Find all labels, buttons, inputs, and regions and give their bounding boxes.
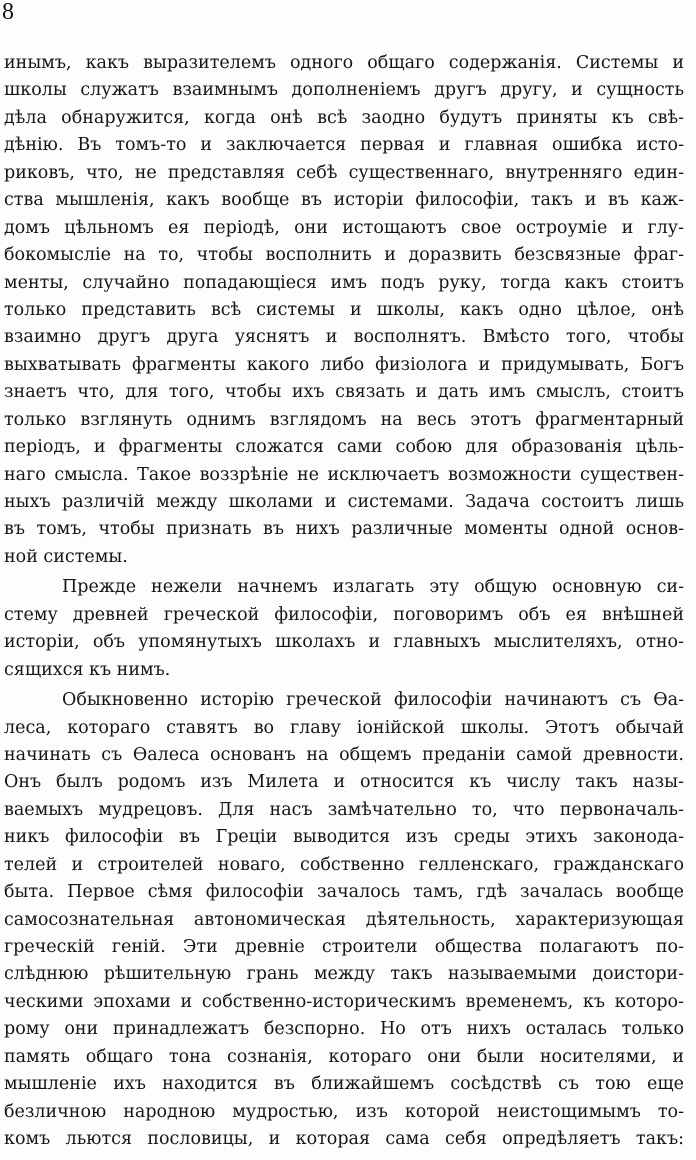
text-line: начинать съ Ѳалеса основанъ на общемъ преданіи самой древности. (4, 744, 684, 765)
text-line: исторіи, объ упомянутыхъ школахъ и главныхъ мыслителяхъ, отно- (4, 632, 684, 653)
text-line: ныхъ различій между школами и системами. Задача состоитъ лишь (4, 492, 684, 512)
text-line: бокомысліе на то, чтобы восполнить и доразвить безсвязные фраг- (4, 245, 684, 266)
text-line: рому они принадлежатъ безспорно. Но отъ нихъ осталась только (4, 1019, 684, 1040)
text-line: Прежде нежели начнемъ излагать эту общую основную си- (62, 577, 684, 598)
text-line: ваемыхъ мудрецовъ. Для насъ замѣчательно то, что первоначаль- (4, 799, 684, 820)
page-number: 8 (2, 0, 14, 25)
text-line: періодъ, и фрагменты сложатся сами собою для образованія цѣль- (4, 437, 684, 458)
text-line: слѣднюю рѣшительную грань между такъ называемыми доистори- (4, 964, 684, 985)
text-line: греческій геній. Эти древніе строители общества полагаютъ по- (4, 937, 684, 957)
body-text (4, 50, 684, 1154)
text-line: Обыкновенно исторію греческой философіи начинаютъ съ Ѳа- (62, 690, 684, 711)
text-line: телей и строителей новаго, собственно гелленскаго, гражданскаго (4, 854, 684, 875)
text-line: риковъ, что, не представляя себѣ существеннаго, внутренняго един- (4, 162, 684, 183)
text-line: выхватывать фрагменты какого либо физіолога и придумывать, Богъ (4, 354, 684, 375)
text-line: никъ философіи въ Греціи выводится изъ среды этихъ законода- (4, 827, 684, 848)
paragraph (4, 50, 684, 571)
text-line: сящихся къ нимъ. (4, 659, 171, 680)
text-line: взаимно другъ друга уяснятъ и восполнятъ. Вмѣсто того, чтобы (4, 327, 684, 348)
text-line: память общаго тона сознанія, котораго они были носителями, и (4, 1046, 684, 1067)
text-line: стему древней греческой философіи, поговоримъ объ ея внѣшней (4, 604, 684, 625)
text-line: наго смысла. Такое воззрѣніе не исключаетъ возможности существен- (4, 464, 684, 485)
text-line: самосознательная автономическая дѣятельность, характеризующая (4, 909, 684, 930)
text-line: ческими эпохами и собственно-историческимъ временемъ, къ которо- (4, 991, 684, 1012)
text-line: школы служатъ взаимнымъ дополненіемъ другъ другу, и сущность (4, 80, 684, 101)
text-line: дѣнію. Въ томъ-то и заключается первая и главная ошибка исто- (4, 135, 684, 156)
paragraph (4, 687, 684, 1153)
text-line: инымъ, какъ выразителемъ одного общаго содержанія. Системы и (4, 53, 684, 73)
text-line: въ томъ, чтобы признать въ нихъ различные моменты одной основ- (4, 519, 684, 540)
text-line: безличною народною мудростью, изъ которой неистощимымъ то- (4, 1101, 684, 1122)
text-line: комъ льются пословицы, и которая сама себя опредѣляетъ такъ: (4, 1129, 684, 1150)
text-line: мышленіе ихъ находится въ ближайшемъ сосѣдствѣ съ тою еще (4, 1074, 684, 1095)
text-line: менты, случайно попадающіеся имъ подъ руку, тогда какъ стоитъ (4, 272, 684, 293)
text-line: леса, котораго ставятъ во главу іонійской школы. Этотъ обычай (4, 717, 684, 738)
text-line: быта. Первое сѣмя философіи зачалось тамъ, гдѣ зачалась вообще (4, 882, 684, 903)
text-line: ной системы. (4, 546, 128, 567)
text-line: домъ цѣльномъ ея періодѣ, они истощаютъ свое остроуміе и глу- (4, 217, 684, 238)
text-line: Онъ былъ родомъ изъ Милета и относится къ числу такъ назы- (4, 772, 684, 793)
text-line: только взглянуть однимъ взглядомъ на весь этотъ фрагментарный (4, 409, 684, 430)
text-line: дѣла обнаружится, когда онѣ всѣ заодно будутъ приняты къ свѣ- (4, 107, 684, 128)
text-line: ства мышленія, какъ вообще въ исторіи философіи, такъ и въ каж- (4, 190, 684, 211)
paragraph (4, 574, 684, 684)
text-line: знаетъ что, для того, чтобы ихъ связать и дать имъ смыслъ, стоитъ (4, 382, 684, 403)
text-line: только представить всѣ системы и школы, какъ одно цѣлое, онѣ (4, 299, 684, 320)
